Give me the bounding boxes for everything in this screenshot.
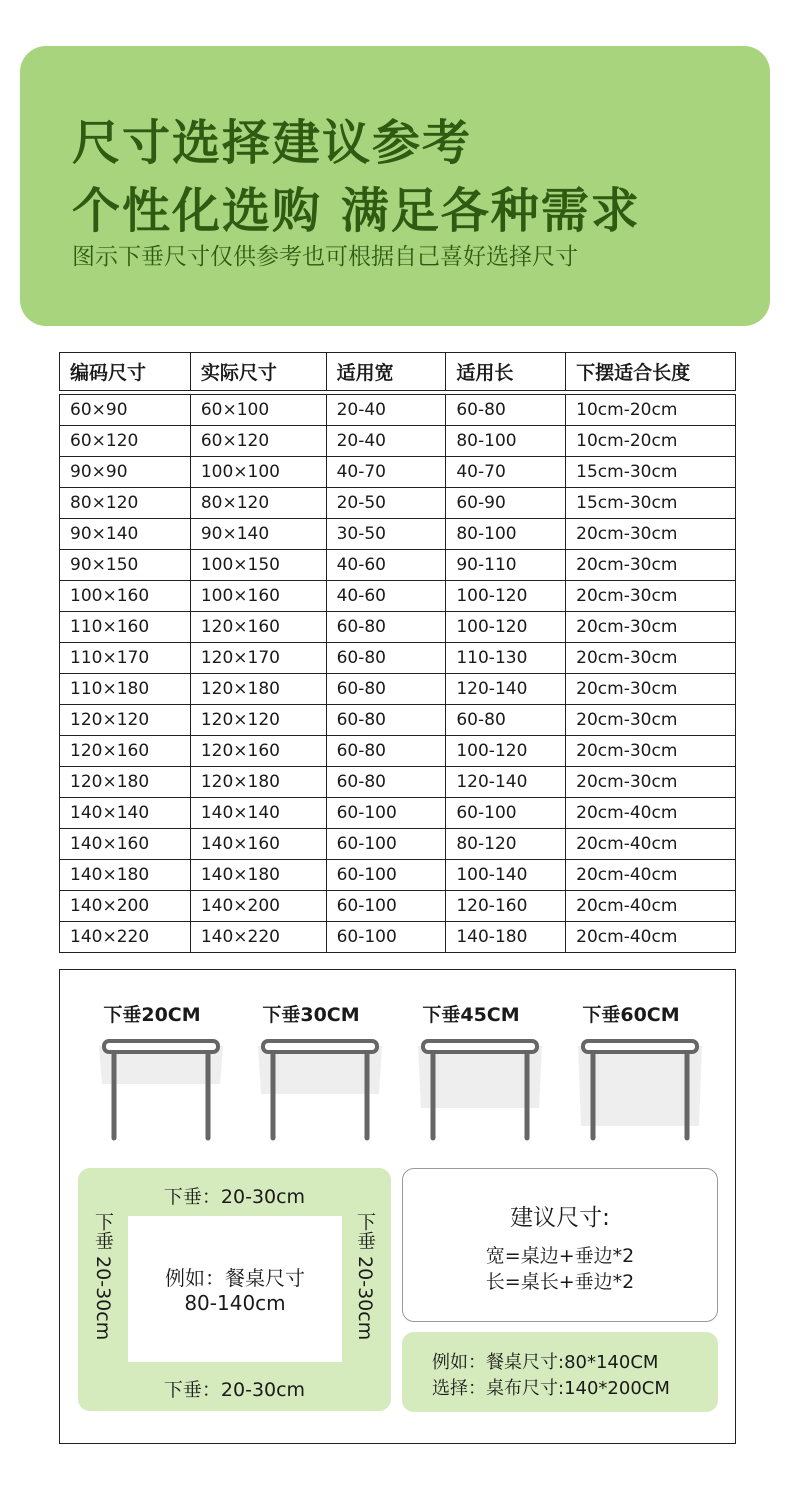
- drop-diagram: [78, 1168, 391, 1411]
- cell-drop-length: 20cm-40cm: [566, 891, 736, 922]
- table-row: [60, 395, 736, 426]
- example-cloth-size: 选择：桌布尺寸:140*200CM: [432, 1378, 670, 1399]
- drop-label-20: 下垂20CM: [103, 1004, 201, 1026]
- cell-code-size: 90×140: [60, 519, 191, 550]
- cell-fit-width: 60-80: [326, 705, 446, 736]
- table-icon-drop-60: [575, 1032, 705, 1142]
- cell-fit-length: 120-140: [446, 674, 566, 705]
- cell-actual-size: 120×180: [190, 767, 326, 798]
- cell-fit-width: 20-40: [326, 426, 446, 457]
- cell-drop-length: 20cm-30cm: [566, 643, 736, 674]
- drop-illustration-panel: [59, 969, 736, 1444]
- cell-drop-length: 20cm-30cm: [566, 550, 736, 581]
- width-formula: 宽=桌边+垂边*2: [485, 1245, 635, 1267]
- cell-code-size: 120×120: [60, 705, 191, 736]
- cell-drop-length: 20cm-30cm: [566, 581, 736, 612]
- drop-label-60: 下垂60CM: [582, 1004, 680, 1026]
- cell-actual-size: 120×160: [190, 736, 326, 767]
- header-code-size: 编码尺寸: [60, 353, 191, 391]
- cell-drop-length: 20cm-40cm: [566, 922, 736, 953]
- cell-actual-size: 120×180: [190, 674, 326, 705]
- header-fit-length: 适用长: [446, 353, 566, 391]
- cell-fit-length: 60-80: [446, 395, 566, 426]
- cell-fit-length: 40-70: [446, 457, 566, 488]
- drop-label-45: 下垂45CM: [422, 1004, 520, 1026]
- cell-fit-width: 60-100: [326, 860, 446, 891]
- cell-drop-length: 20cm-30cm: [566, 519, 736, 550]
- cell-code-size: 140×160: [60, 829, 191, 860]
- diagram-top-label: 下垂：20-30cm: [163, 1186, 306, 1208]
- cell-code-size: 90×150: [60, 550, 191, 581]
- cell-fit-length: 100-120: [446, 612, 566, 643]
- tablecloth-shape: [578, 1046, 702, 1126]
- cell-code-size: 110×170: [60, 643, 191, 674]
- table-row: [60, 829, 736, 860]
- cell-actual-size: 90×140: [190, 519, 326, 550]
- cell-fit-width: 60-80: [326, 612, 446, 643]
- header-fit-width: 适用宽: [326, 353, 446, 391]
- table-row: [60, 488, 736, 519]
- table-icon-drop-45: [415, 1032, 545, 1142]
- example-box: [402, 1332, 718, 1412]
- cell-fit-width: 60-100: [326, 922, 446, 953]
- cell-fit-width: 20-50: [326, 488, 446, 519]
- cell-fit-length: 120-160: [446, 891, 566, 922]
- cell-drop-length: 10cm-20cm: [566, 395, 736, 426]
- cell-drop-length: 15cm-30cm: [566, 457, 736, 488]
- cell-fit-length: 100-120: [446, 581, 566, 612]
- cell-actual-size: 140×200: [190, 891, 326, 922]
- cell-actual-size: 140×140: [190, 798, 326, 829]
- cell-drop-length: 20cm-30cm: [566, 612, 736, 643]
- table-icon-drop-20: [96, 1032, 226, 1142]
- cell-fit-length: 90-110: [446, 550, 566, 581]
- cell-code-size: 140×180: [60, 860, 191, 891]
- cell-drop-length: 15cm-30cm: [566, 488, 736, 519]
- cell-fit-width: 60-80: [326, 767, 446, 798]
- cell-code-size: 140×140: [60, 798, 191, 829]
- cell-code-size: 140×220: [60, 922, 191, 953]
- table-row: [60, 705, 736, 736]
- cell-code-size: 90×90: [60, 457, 191, 488]
- table-body: [60, 391, 736, 953]
- formula-title: 建议尺寸:: [510, 1205, 610, 1231]
- length-formula: 长=桌长+垂边*2: [485, 1271, 635, 1293]
- table-row: [60, 550, 736, 581]
- header-drop-length: 下摆适合长度: [566, 353, 736, 391]
- cell-fit-length: 80-100: [446, 519, 566, 550]
- cell-fit-width: 60-100: [326, 798, 446, 829]
- table-row: [60, 922, 736, 953]
- formula-box: [402, 1168, 718, 1322]
- table-icon-drop-30: [255, 1032, 385, 1142]
- size-table: [59, 352, 736, 953]
- cell-actual-size: 140×180: [190, 860, 326, 891]
- table-row: [60, 612, 736, 643]
- table-row: [60, 426, 736, 457]
- table-row: [60, 736, 736, 767]
- cell-fit-length: 80-100: [446, 426, 566, 457]
- cell-actual-size: 80×120: [190, 488, 326, 519]
- cell-code-size: 100×160: [60, 581, 191, 612]
- cell-drop-length: 20cm-40cm: [566, 860, 736, 891]
- cell-fit-width: 20-40: [326, 395, 446, 426]
- table-row: [60, 457, 736, 488]
- table-row: [60, 519, 736, 550]
- cell-actual-size: 100×100: [190, 457, 326, 488]
- cell-drop-length: 20cm-40cm: [566, 798, 736, 829]
- cell-actual-size: 60×120: [190, 426, 326, 457]
- cell-fit-width: 40-70: [326, 457, 446, 488]
- example-table-size: 例如：餐桌尺寸:80*140CM: [432, 1352, 659, 1373]
- table-row: [60, 674, 736, 705]
- cell-fit-width: 30-50: [326, 519, 446, 550]
- cell-fit-width: 60-80: [326, 643, 446, 674]
- cell-code-size: 120×180: [60, 767, 191, 798]
- table-row: [60, 798, 736, 829]
- cell-actual-size: 100×150: [190, 550, 326, 581]
- cell-drop-length: 20cm-30cm: [566, 767, 736, 798]
- header-actual-size: 实际尺寸: [190, 353, 326, 391]
- cell-fit-width: 60-100: [326, 891, 446, 922]
- cell-fit-length: 60-100: [446, 798, 566, 829]
- cell-actual-size: 60×100: [190, 395, 326, 426]
- cell-drop-length: 20cm-40cm: [566, 829, 736, 860]
- drop-label-30: 下垂30CM: [262, 1004, 360, 1026]
- cell-code-size: 120×160: [60, 736, 191, 767]
- cell-code-size: 80×120: [60, 488, 191, 519]
- tablecloth-shape: [418, 1046, 542, 1108]
- cell-code-size: 60×120: [60, 426, 191, 457]
- diagram-example-value: 80-140cm: [184, 1291, 286, 1315]
- cell-drop-length: 20cm-30cm: [566, 736, 736, 767]
- cell-fit-length: 110-130: [446, 643, 566, 674]
- cell-actual-size: 140×220: [190, 922, 326, 953]
- cell-actual-size: 140×160: [190, 829, 326, 860]
- table-header-row: [60, 353, 736, 391]
- table-top: [583, 1041, 697, 1052]
- diagram-bottom-label: 下垂：20-30cm: [163, 1379, 306, 1401]
- diagram-right-label: 下垂 20-30cm: [354, 1212, 376, 1341]
- cell-fit-width: 40-60: [326, 581, 446, 612]
- table-row: [60, 860, 736, 891]
- cell-code-size: 110×180: [60, 674, 191, 705]
- cell-drop-length: 20cm-30cm: [566, 705, 736, 736]
- cell-code-size: 60×90: [60, 395, 191, 426]
- cell-fit-width: 60-80: [326, 736, 446, 767]
- diagram-left-label: 下垂 20-30cm: [92, 1212, 114, 1341]
- cell-fit-width: 60-100: [326, 829, 446, 860]
- cell-actual-size: 100×160: [190, 581, 326, 612]
- banner-title: 尺寸选择建议参考: [72, 115, 473, 171]
- banner-title-secondary: 个性化选购 满足各种需求: [72, 183, 641, 239]
- table-row: [60, 643, 736, 674]
- cell-fit-length: 80-120: [446, 829, 566, 860]
- cell-code-size: 110×160: [60, 612, 191, 643]
- cell-fit-length: 100-120: [446, 736, 566, 767]
- table-row: [60, 581, 736, 612]
- cell-fit-width: 60-80: [326, 674, 446, 705]
- diagram-example-label: 例如：餐桌尺寸: [165, 1266, 305, 1290]
- table-row: [60, 891, 736, 922]
- cell-fit-length: 60-90: [446, 488, 566, 519]
- table-top: [423, 1041, 537, 1052]
- cell-fit-length: 140-180: [446, 922, 566, 953]
- table-top-area: [128, 1216, 342, 1362]
- cell-actual-size: 120×120: [190, 705, 326, 736]
- header-banner: [20, 46, 770, 326]
- cell-drop-length: 20cm-30cm: [566, 674, 736, 705]
- cell-actual-size: 120×160: [190, 612, 326, 643]
- table-top: [263, 1041, 377, 1052]
- table-row: [60, 767, 736, 798]
- banner-subtitle: 图示下垂尺寸仅供参考也可根据自己喜好选择尺寸: [72, 244, 578, 270]
- cell-code-size: 140×200: [60, 891, 191, 922]
- cell-fit-length: 120-140: [446, 767, 566, 798]
- table-top: [104, 1041, 218, 1052]
- cell-drop-length: 10cm-20cm: [566, 426, 736, 457]
- cell-fit-length: 100-140: [446, 860, 566, 891]
- cell-fit-width: 40-60: [326, 550, 446, 581]
- cell-actual-size: 120×170: [190, 643, 326, 674]
- cell-fit-length: 60-80: [446, 705, 566, 736]
